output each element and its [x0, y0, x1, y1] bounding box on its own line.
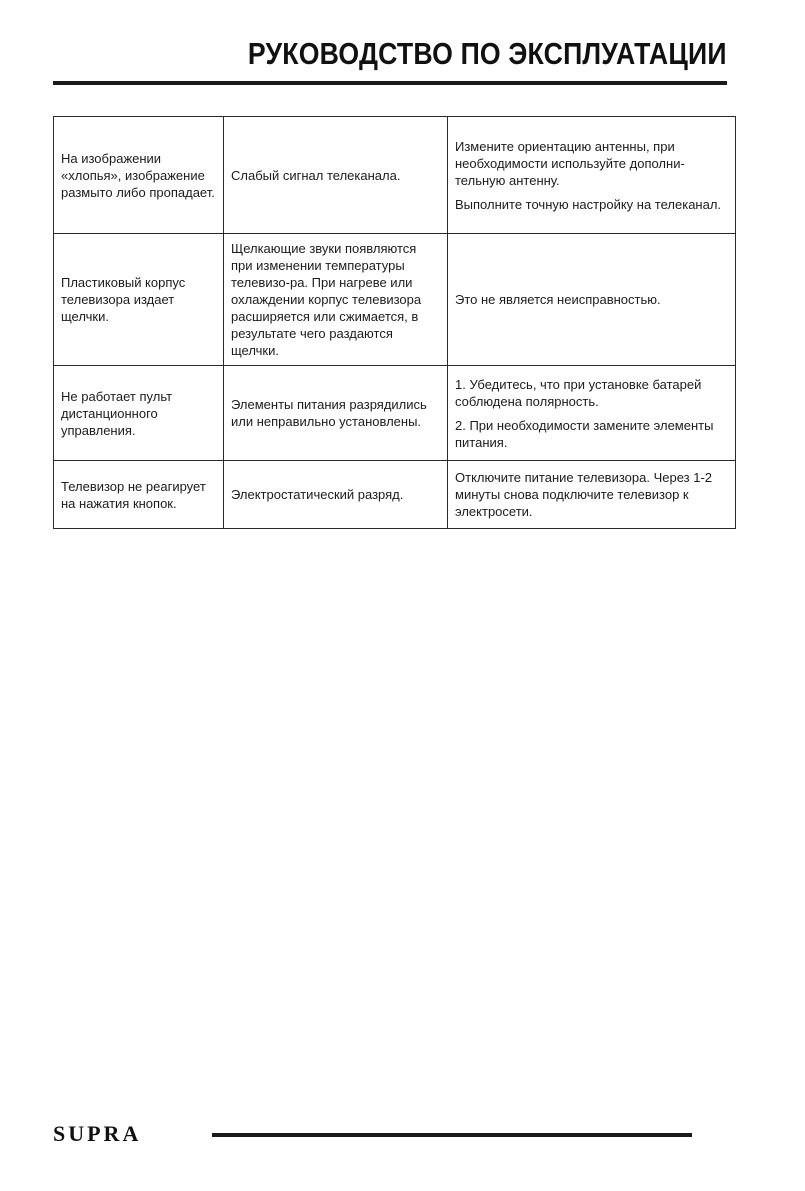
troubleshooting-table [53, 116, 736, 529]
header-divider [53, 81, 727, 85]
solution-cell [448, 117, 736, 234]
solution-text: Отключите питание телевизора. Через 1-2 минуты снова подключите телевизор к электросети. [455, 470, 713, 519]
problem-cell: Пластиковый корпус телевизора издает щелчки. [54, 234, 224, 366]
cause-cell: Элементы питания разрядились или неправильно установлены. [224, 366, 448, 461]
table-row [54, 366, 736, 461]
solution-text: Измените ориентацию антенны, при необходимости используйте дополни-тельную антенну. [455, 138, 685, 188]
solution-text: 2. При необходимости замените элементы питания. [455, 417, 714, 450]
solution-cell [448, 366, 736, 461]
page-title: РУКОВОДСТВО ПО ЭКСПЛУАТАЦИИ [248, 36, 727, 71]
table-row [54, 117, 736, 234]
problem-cell: На изображении «хлопья», изображение размыто либо пропадает. [54, 117, 224, 234]
problem-cell: Телевизор не реагирует на нажатия кнопок. [54, 461, 224, 529]
cause-cell: Слабый сигнал телеканала. [224, 117, 448, 234]
solution-text: Выполните точную настройку на телеканал. [455, 196, 722, 212]
problem-cell: Не работает пульт дистанционного управления. [54, 366, 224, 461]
solution-text: Это не является неисправностью. [455, 292, 661, 307]
cause-cell: Электростатический разряд. [224, 461, 448, 529]
table-row [54, 234, 736, 366]
solution-text: 1. Убедитесь, что при установке батарей соблюдена полярность. [455, 376, 702, 409]
brand-logo: SUPRA [53, 1121, 142, 1146]
cause-cell: Щелкающие звуки появляются при изменении температуры телевизо-ра. При нагреве или охлаждении корпус телевизора расширяется или сжимается, в результате чего раздаются щелчки. [224, 234, 448, 366]
table-row [54, 461, 736, 529]
solution-cell [448, 461, 736, 529]
solution-cell [448, 234, 736, 366]
footer-divider [212, 1133, 692, 1137]
